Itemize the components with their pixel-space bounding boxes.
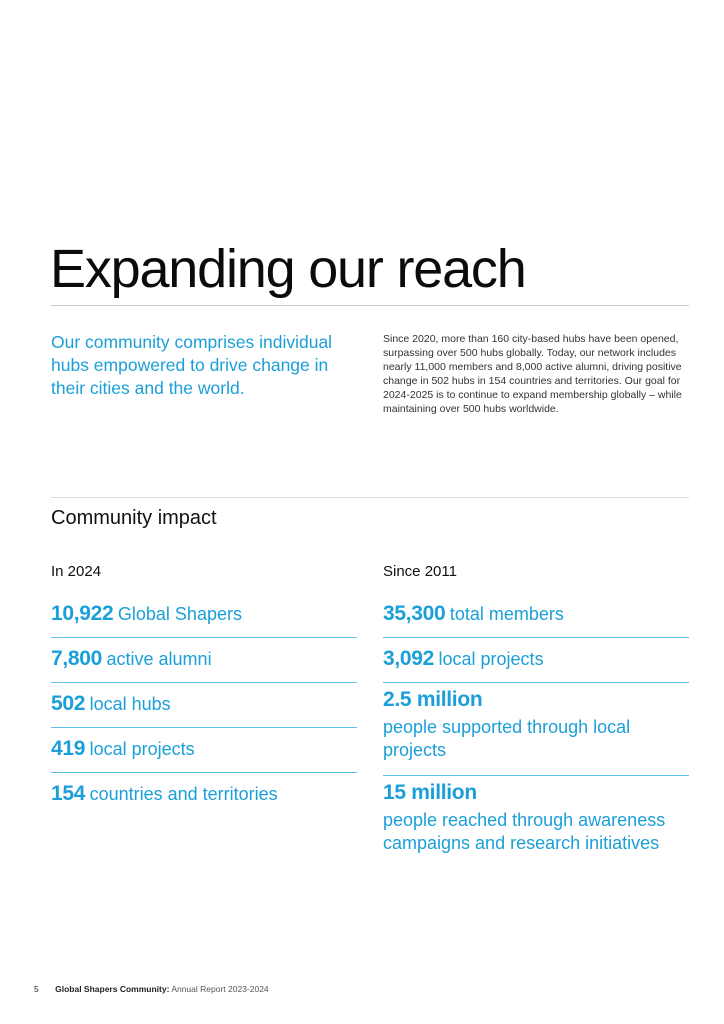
stat-row	[383, 776, 689, 855]
stat-row	[51, 593, 357, 638]
stat-number: 419	[51, 737, 86, 760]
stat-number: 10,922	[51, 602, 114, 625]
page-title: Expanding our reach	[50, 239, 526, 299]
stat-label: total members	[449, 604, 564, 624]
column-heading-since-2011: Since 2011	[383, 563, 457, 580]
body-paragraph: Since 2020, more than 160 city-based hubs have been opened, surpassing over 500 hubs globally. Today, our network includes nearly 11,000 members and 8,000 active alumni, driving positive change in 502 hubs in 154 countries and territories. Our goal for 2024-2025 is to continue to expand membership globally – while maintaining over 500 hubs worldwide.	[383, 333, 682, 415]
stat-label: countries and territories	[89, 784, 278, 804]
page-number: 5	[34, 984, 39, 994]
footer-org: Global Shapers Community:	[55, 984, 170, 994]
column-heading-2024: In 2024	[51, 563, 102, 580]
stats-column-2024	[51, 593, 357, 818]
stat-row	[383, 683, 689, 776]
stat-row	[51, 773, 357, 818]
stat-row	[383, 638, 689, 683]
lead-paragraph: Our community comprises individual hubs empowered to drive change in their cities and the world.	[51, 332, 333, 398]
footer-report: Annual Report 2023-2024	[171, 984, 269, 994]
stat-number: 15 million	[383, 781, 477, 804]
stat-row	[383, 593, 689, 638]
stat-number: 7,800	[51, 647, 103, 670]
stat-label: active alumni	[106, 649, 212, 669]
stat-number: 2.5 million	[383, 688, 483, 711]
stat-label: people reached through awareness campaigns and research initiatives	[383, 810, 666, 853]
stat-number: 154	[51, 782, 86, 805]
page-footer	[34, 984, 269, 994]
section-title: Community impact	[51, 507, 217, 529]
stat-number: 3,092	[383, 647, 435, 670]
stat-label: Global Shapers	[117, 604, 242, 624]
stat-label: local projects	[438, 649, 544, 669]
stat-label: local hubs	[89, 694, 171, 714]
stat-number: 35,300	[383, 602, 446, 625]
stat-label: people supported through local projects	[383, 717, 631, 760]
stat-row	[51, 683, 357, 728]
section-divider	[51, 497, 689, 498]
stats-column-since-2011	[383, 593, 689, 855]
title-divider	[51, 305, 689, 306]
stat-label: local projects	[89, 739, 195, 759]
stat-row	[51, 638, 357, 683]
stat-number: 502	[51, 692, 86, 715]
stat-row	[51, 728, 357, 773]
